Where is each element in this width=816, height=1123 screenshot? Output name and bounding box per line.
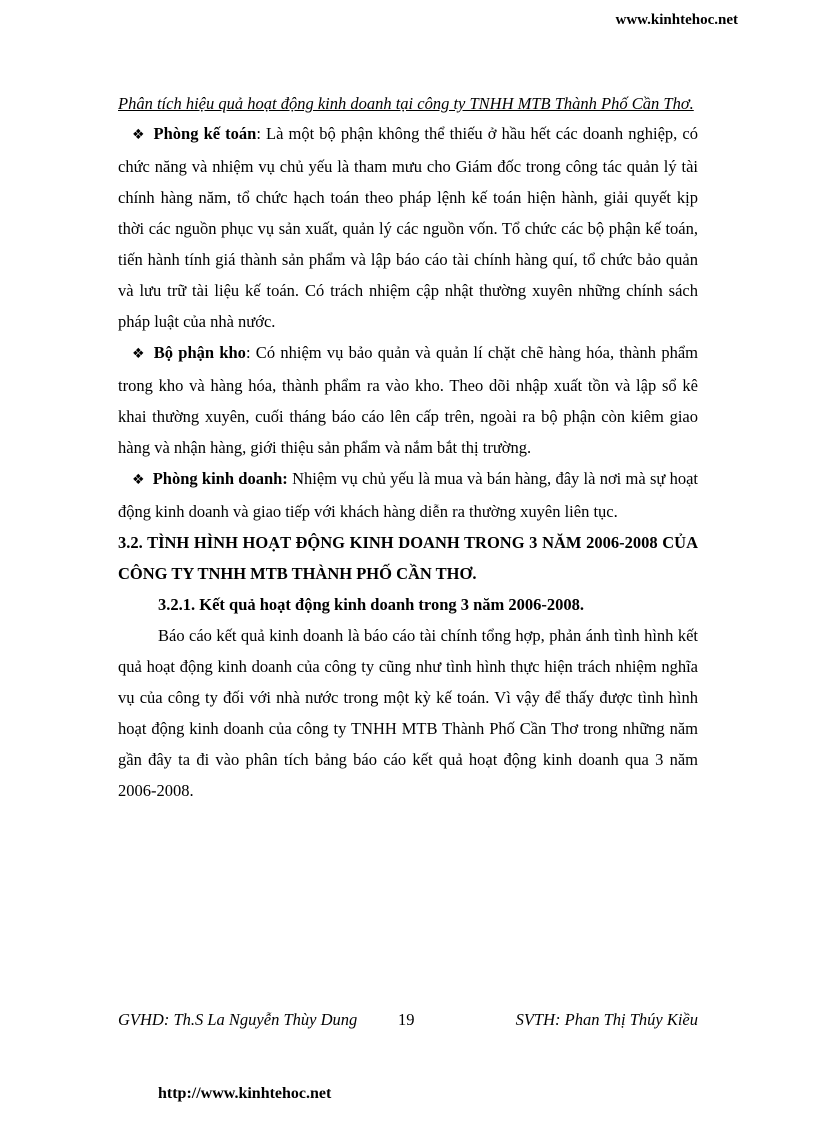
document-header: Phân tích hiệu quả hoạt động kinh doanh tại công ty TNHH MTB Thành Phố Cần Thơ. [118, 94, 694, 113]
page-number: 19 [398, 1010, 415, 1029]
bullet-text: : Là một bộ phận không thể thiếu ở hầu hết các doanh nghiệp, có chức năng và nhiệm vụ chủ yếu là tham mưu cho Giám đốc trong công tác quản lý tài chính hàng năm, tổ chức hạch toán theo pháp lệnh kế toán hiện hành, giải quyết kịp thời các nguồn phục vụ sản xuất, quản lý các nguồn vốn. Tổ chức các bộ phận kế toán, tiến hành tính giá thành sản phẩm và lập báo cáo tài chính hàng quí, tổ chức bảo quản và lưu trữ tài liệu kế toán. Có trách nhiệm cập nhật thường xuyên những chính sách pháp luật của nhà nước. [118, 124, 698, 331]
bullet-accounting [118, 118, 698, 337]
bullet-term: Phòng kinh doanh: [152, 469, 288, 488]
section-heading: 3.2. TÌNH HÌNH HOẠT ĐỘNG KINH DOANH TRONG 3 NĂM 2006-2008 CỦA CÔNG TY TNHH MTB THÀNH PHỐ CẦN THƠ. [118, 533, 698, 583]
site-url-bottom[interactable]: http://www.kinhtehoc.net [158, 1085, 332, 1102]
bullet-term: Phòng kế toán [153, 124, 257, 143]
sub-heading: 3.2.1. Kết quả hoạt động kinh doanh trong 3 năm 2006-2008. [158, 595, 585, 614]
bullet-term: Bộ phận kho [153, 343, 246, 362]
diamond-bullet-icon: ❖ [132, 472, 145, 488]
bullet-text: Nhiệm vụ chủ yếu là mua và bán hàng, đây là nơi mà sự hoạt động kinh doanh và giao tiếp với khách hàng diễn ra thường xuyên liên tục. [118, 469, 698, 521]
page-content [118, 94, 698, 806]
bullet-warehouse [118, 337, 698, 463]
footer-student: SVTH: Phan Thị Thúy Kiều [515, 1010, 698, 1029]
diamond-bullet-icon: ❖ [132, 346, 146, 362]
diamond-bullet-icon: ❖ [132, 127, 146, 143]
page-footer [118, 1010, 698, 1032]
bullet-text: : Có nhiệm vụ bảo quản và quản lí chặt chẽ hàng hóa, thành phẩm trong kho và hàng hóa, thành phẩm ra vào kho. Theo dõi nhập xuất tồn và lập sổ kê khai thường xuyên, cuối tháng báo cáo lên cấp trên, ngoài ra bộ phận còn kiêm giao hàng và nhận hàng, giới thiệu sản phẩm và nắm bắt thị trường. [118, 343, 698, 457]
body-paragraph: Báo cáo kết quả kinh doanh là báo cáo tài chính tổng hợp, phản ánh tình hình kết quả hoạt động kinh doanh của công ty cũng như tình hình thực hiện trách nhiệm nghĩa vụ của công ty đối với nhà nước trong một kỳ kế toán. Vì vậy để thấy được tình hình hoạt động kinh doanh của công ty TNHH MTB Thành Phố Cần Thơ trong những năm gần đây ta đi vào phân tích bảng báo cáo kết quả hoạt động kinh doanh qua 3 năm 2006-2008. [118, 626, 698, 800]
site-url-top: www.kinhtehoc.net [615, 12, 738, 28]
footer-supervisor: GVHD: Th.S La Nguyễn Thùy Dung [118, 1010, 358, 1029]
bullet-sales [118, 463, 698, 527]
